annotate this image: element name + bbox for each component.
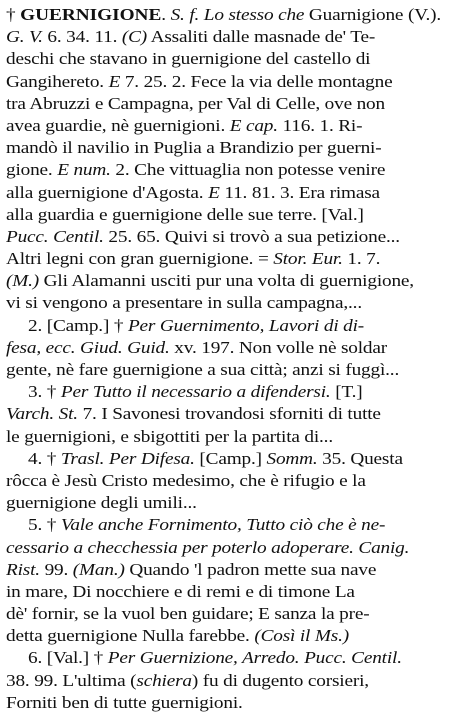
text-run: gente, nè fare guernigione a sua città; anzi si fuggì... (6, 360, 400, 379)
text-run: 99. (39, 559, 73, 579)
italic-run: E (108, 71, 121, 91)
entry-line (6, 492, 462, 514)
italic-run: (C) (121, 27, 148, 47)
italic-run: fesa, ecc. Giud. Guid. (6, 337, 170, 357)
entry-line (6, 315, 462, 337)
italic-run: Varch. St. (6, 404, 78, 424)
italic-run: cessario a checchessia per poterlo adoperare. Canig. (6, 537, 410, 557)
headword: GUERNIGIONE (20, 5, 162, 24)
entry-line (6, 670, 462, 692)
text-run: guernigione degli umili... (6, 493, 197, 513)
text-run: 25. 65. Quivi si trovò a sua petizione... (103, 226, 400, 246)
italic-run: (Man.) (72, 559, 125, 579)
entry-line (6, 248, 462, 270)
italic-run: Pucc. Centil. (6, 226, 104, 246)
entry-line (6, 359, 462, 381)
entry-line (6, 470, 462, 492)
italic-run: Per Tutto il necessario a difendersi. (60, 382, 331, 402)
entry-line (6, 692, 462, 714)
text-run: 2. Che vittuaglia non potesse venire (110, 160, 386, 180)
text-run: 38. 99. L'ultima ( (6, 670, 137, 690)
entry-line (6, 204, 462, 226)
text-run: mandò il navilio in Puglia a Brandizio per guerni- (6, 138, 382, 158)
text-run: rôcca è Jesù Cristo medesimo, che è rifugio e la (6, 470, 366, 490)
italic-run: E num. (57, 160, 111, 180)
text-run: xv. 197. Non volle nè soldar (169, 337, 388, 357)
text-run: 1. 7. (342, 249, 381, 269)
text-run: . (161, 5, 171, 24)
text-run: 6. 34. 11. (42, 27, 122, 47)
entry-line (6, 625, 462, 647)
italic-run: Stor. Eur. (273, 249, 343, 269)
entry-line (6, 603, 462, 625)
text-run: Quando 'l padron mette sua nave (124, 559, 377, 579)
entry-line (6, 448, 462, 470)
text-run: alla guardia e guernigione delle sue terre. [Val.] (6, 204, 364, 224)
entry-line (6, 537, 462, 559)
text-run: alla guernigione d'Agosta. (6, 182, 209, 202)
italic-run: E cap. (229, 115, 278, 135)
text-run: in mare, Di nocchiere e di remi e di timone La (6, 581, 355, 601)
text-run: ) fu di dugento corsieri, (191, 670, 369, 690)
text-run: Guarnigione (V.). (304, 5, 441, 24)
text-run: 7. I Savonesi trovandosi sforniti di tutte (77, 404, 381, 424)
text-run: detta guernigione Nulla farebbe. (6, 626, 255, 646)
entry-line (6, 4, 462, 26)
entry-line (6, 137, 462, 159)
text-run: 3. † (28, 382, 61, 402)
text-run: vi si vengono a presentare in sulla campagna,... (6, 293, 362, 313)
text-run: Gli Alamanni usciti pur una volta di guernigione, (39, 271, 414, 291)
italic-run: (M.) (6, 271, 40, 291)
entry-line (6, 292, 462, 314)
text-run: Altri legni con gran guernigione. = (6, 249, 274, 269)
entry-line (6, 226, 462, 248)
text-run: 5. † (28, 515, 61, 535)
text-run: Gangihereto. (6, 71, 109, 91)
entry-line (6, 581, 462, 603)
text-run: deschi che stavano in guernigione del castello di (6, 49, 371, 69)
italic-run: E (208, 182, 220, 202)
entry-line (6, 159, 462, 181)
text-run: dè' fornir, se la vuol ben guidare; E sanza la pre- (6, 604, 370, 624)
italic-run: Per Guernizione, Arredo. Pucc. Centil. (107, 648, 402, 668)
text-run: le guernigioni, e sbigottiti per la partita di... (6, 426, 333, 446)
text-run: gione. (6, 160, 58, 180)
entry-line (6, 270, 462, 292)
italic-run: S. f. Lo stesso che (170, 5, 305, 24)
italic-run: Rist. (6, 559, 40, 579)
text-run: 7. 25. 2. Fece la via delle montagne (120, 71, 393, 91)
italic-run: Somm. (266, 448, 318, 468)
entry-line (6, 26, 462, 48)
text-run: tra Abruzzi e Campagna, per Val di Celle, ove non (6, 93, 385, 113)
entry-line (6, 337, 462, 359)
italic-run: Vale anche Fornimento, Tutto ciò che è ne- (60, 515, 386, 535)
entry-line (6, 93, 462, 115)
text-run: [Camp.] (194, 448, 267, 468)
entry-line (6, 182, 462, 204)
text-run: 116. 1. Ri- (277, 115, 363, 135)
entry-line (6, 381, 462, 403)
entry-line (6, 115, 462, 137)
italic-run: G. V. (6, 27, 43, 47)
entry-line (6, 48, 462, 70)
entry-line (6, 403, 462, 425)
text-run: † (6, 5, 21, 24)
italic-run: (Così il Ms.) (254, 626, 349, 646)
entry-line (6, 426, 462, 448)
text-run: 6. [Val.] † (28, 648, 108, 668)
italic-run: Trasl. Per Difesa. (60, 448, 195, 468)
italic-run: Per Guernimento, Lavori di di- (127, 315, 365, 335)
text-run: 4. † (28, 448, 61, 468)
text-run: Forniti ben di tutte guernigioni. (6, 692, 243, 712)
text-run: [T.] (330, 382, 363, 402)
entry-line (6, 647, 462, 669)
entry-line (6, 71, 462, 93)
text-run: 2. [Camp.] † (28, 315, 128, 335)
entry-line (6, 514, 462, 536)
text-run: Assaliti dalle masnade de' Te- (147, 27, 376, 47)
text-run: avea guardie, nè guernigioni. (6, 115, 230, 135)
text-run: 11. 81. 3. Era rimasa (219, 182, 380, 202)
text-run: 35. Questa (317, 448, 403, 468)
italic-run: schiera (136, 670, 192, 690)
entry-line (6, 559, 462, 581)
